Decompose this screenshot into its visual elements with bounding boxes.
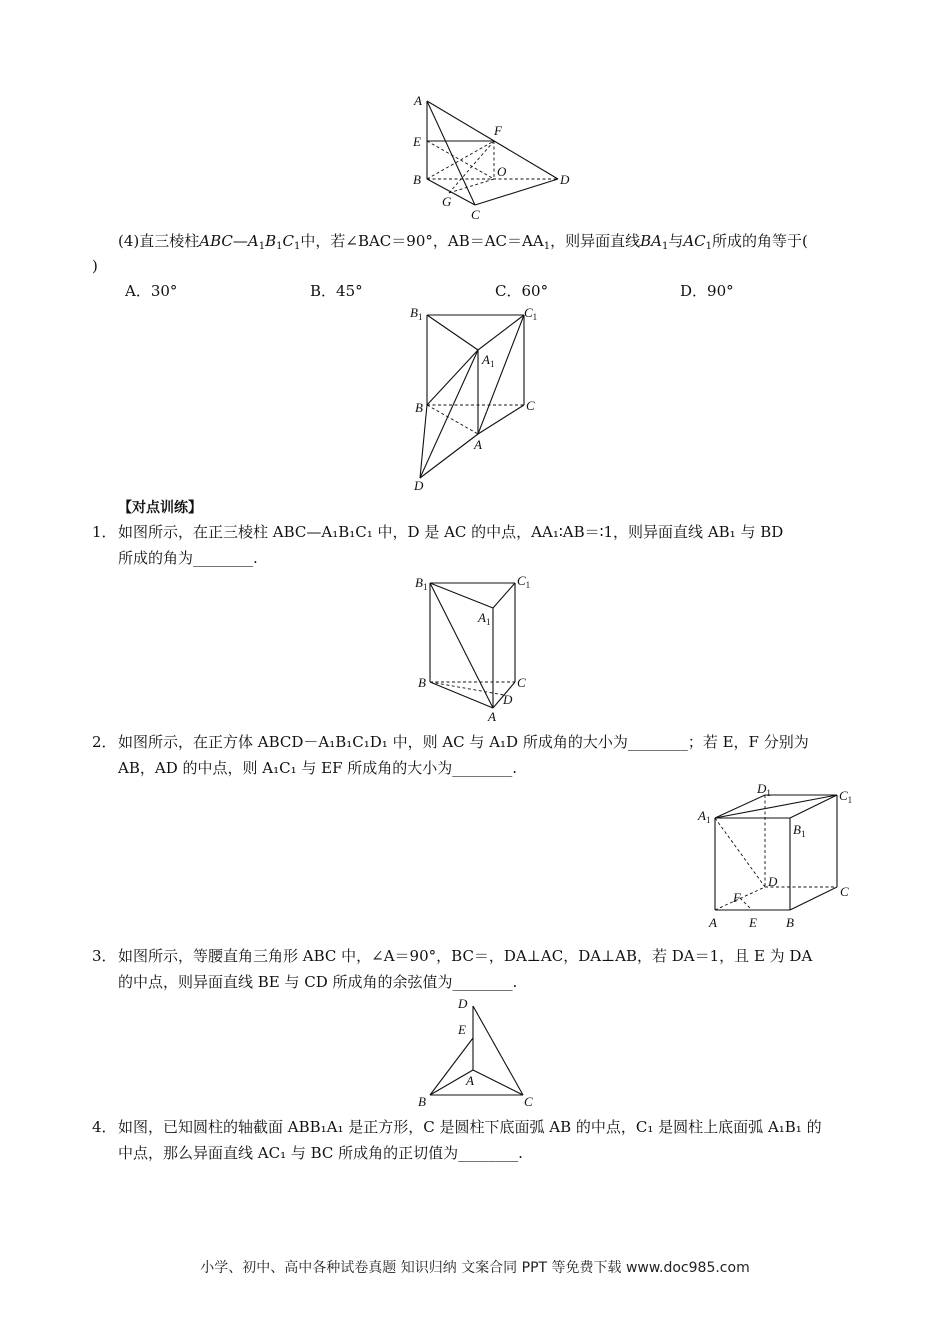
edge-fg — [449, 141, 494, 193]
q2-number: 2． — [92, 733, 117, 751]
label-A: A — [488, 709, 496, 724]
figure-cube — [690, 775, 865, 935]
edge-ac — [478, 405, 524, 434]
problem4-prism: ABC — [199, 232, 233, 250]
choice-b-value: 45° — [336, 282, 363, 300]
label-B: B — [415, 400, 423, 415]
edge-da — [420, 434, 478, 478]
edge-cd — [475, 179, 558, 205]
q4-line1: 如图，已知圆柱的轴截面 ABB₁A₁ 是正方形，C 是圆柱下底面弧 AB 的中点，C₁ 是圆柱上底面弧 A₁B₁ 的 — [118, 1118, 822, 1136]
label-B: B — [786, 915, 794, 930]
q2-line1: 如图所示，在正方体 ABCD－A₁B₁C₁D₁ 中，则 AC 与 A₁D 所成角的大小为________；若 E，F 分别为 — [118, 733, 809, 751]
edge-a1c1 — [715, 795, 837, 818]
q1-line2: 所成的角为________. — [118, 549, 258, 567]
choice-d-letter: D． — [680, 282, 708, 300]
label-C: C — [517, 675, 526, 690]
label-B1: $B_1$ — [415, 575, 428, 592]
label-B: B — [413, 172, 421, 187]
problem4-vertex-b: B — [265, 232, 277, 250]
label-D1: $D_1$ — [757, 781, 771, 798]
label-C: C — [526, 398, 535, 413]
label-B1: $B_1$ — [410, 305, 423, 322]
q1-number: 1． — [92, 523, 117, 541]
edge-ac — [427, 101, 475, 205]
edge-bc — [790, 887, 837, 910]
problem4-sub: 1 — [705, 241, 713, 252]
problem4-statement — [118, 231, 808, 251]
label-A: A — [474, 437, 482, 452]
label-C: C — [471, 207, 480, 222]
label-B: B — [418, 1094, 426, 1109]
edge-ef — [740, 898, 752, 910]
problem4-sub: 1 — [276, 241, 283, 252]
choice-c-value: 60° — [521, 282, 549, 300]
label-E: E — [749, 915, 757, 930]
choice-b[interactable] — [310, 281, 363, 301]
section-heading: 【对点训练】 — [118, 500, 202, 516]
edge-ba1 — [427, 350, 478, 405]
q2-line2: AB，AD 的中点，则 A₁C₁ 与 EF 所成角的大小为________. — [118, 759, 518, 777]
problem4-condition: 中，若∠BAC＝90°，AB＝AC＝AA — [300, 232, 544, 250]
problem4-tail: ，则异面直线 — [550, 232, 641, 250]
edge-go — [449, 179, 494, 193]
choice-b-letter: B． — [310, 282, 337, 300]
problem4-label: (4) — [118, 232, 140, 250]
q4-line2: 中点，那么异面直线 AC₁ 与 BC 所成角的正切值为________. — [118, 1144, 523, 1162]
edge-dc — [473, 1006, 523, 1095]
edge-b1a — [430, 583, 493, 708]
label-G: G — [442, 194, 452, 209]
q4-number: 4． — [92, 1118, 117, 1136]
label-D: D — [768, 874, 778, 889]
label-A1: $A_1$ — [478, 610, 491, 627]
choice-d[interactable] — [680, 281, 734, 301]
page-footer: 小学、初中、高中各种试卷真题 知识归纳 文案合同 PPT 等免费下载 www.doc985.com — [200, 1260, 750, 1276]
choice-a[interactable] — [125, 281, 177, 301]
q3-number: 3． — [92, 947, 117, 965]
figure-regular-prism — [405, 570, 545, 725]
problem4-sub: 1 — [294, 241, 301, 252]
edge-a1d1 — [715, 795, 765, 818]
label-A1: $A_1$ — [698, 808, 711, 825]
q1-line1: 如图所示，在正三棱柱 ABC—A₁B₁C₁ 中，D 是 AC 的中点，AA₁∶AB＝∶1，则异面直线 AB₁ 与 BD — [118, 523, 784, 541]
label-E: E — [413, 134, 421, 149]
problem4-sub: 1 — [661, 241, 669, 252]
label-C: C — [840, 884, 849, 899]
edge-b1a1 — [430, 583, 493, 608]
problem4-vertex-a: A — [247, 232, 259, 250]
label-E: E — [458, 1022, 466, 1037]
q3-line2: 的中点，则异面直线 BE 与 CD 所成角的余弦值为________. — [118, 973, 518, 991]
edge-db — [420, 405, 427, 478]
label-D: D — [503, 692, 513, 707]
figure-prism-extended — [400, 300, 550, 495]
label-C1: $C_1$ — [517, 573, 531, 590]
edge-ad — [427, 101, 558, 179]
label-D: D — [414, 478, 424, 493]
problem4-close-paren: ) — [92, 257, 98, 275]
label-C1: $C_1$ — [839, 788, 853, 805]
problem4-line2: AC — [683, 232, 706, 250]
problem4-line1: BA — [640, 232, 662, 250]
problem4-question: 所成的角等于( — [712, 232, 808, 250]
problem4-lead: 直三棱柱 — [139, 232, 200, 250]
label-C1: $C_1$ — [524, 305, 538, 322]
choice-a-value: 30° — [150, 282, 178, 300]
choice-a-letter: A． — [125, 282, 151, 300]
edge-b1a1 — [427, 315, 478, 350]
problem4-vertex-c: C — [282, 232, 294, 250]
label-B: B — [418, 675, 426, 690]
label-F: F — [733, 890, 741, 905]
label-A1: $A_1$ — [482, 352, 495, 369]
label-F: F — [494, 123, 502, 138]
edge-b1c1 — [790, 795, 837, 818]
figure-tetrahedron — [410, 990, 545, 1110]
label-A: A — [466, 1073, 474, 1088]
label-B1: $B_1$ — [793, 822, 806, 839]
problem4-and: 与 — [668, 232, 684, 250]
figure-pyramid-abcd — [405, 88, 585, 223]
problem4-dash: — — [232, 232, 248, 250]
label-O: O — [497, 164, 507, 179]
label-A: A — [414, 93, 422, 108]
choice-c[interactable] — [495, 281, 548, 301]
edge-ba — [430, 682, 493, 708]
edge-a1d — [715, 818, 765, 887]
label-D: D — [458, 996, 468, 1011]
edge-a1c1 — [493, 583, 515, 608]
problem4-sub: 1 — [258, 241, 266, 252]
label-D: D — [560, 172, 570, 187]
choice-c-letter: C． — [495, 282, 522, 300]
edge-da1 — [420, 350, 478, 478]
choice-d-value: 90° — [707, 282, 734, 300]
label-C: C — [524, 1094, 533, 1109]
label-A: A — [709, 915, 717, 930]
problem4-sub: 1 — [543, 241, 551, 252]
q3-line1: 如图所示，等腰直角三角形 ABC 中，∠A＝90°，BC＝，DA⊥AC，DA⊥AB，若 DA＝1，且 E 为 DA — [118, 947, 813, 965]
edge-ba — [427, 405, 478, 434]
